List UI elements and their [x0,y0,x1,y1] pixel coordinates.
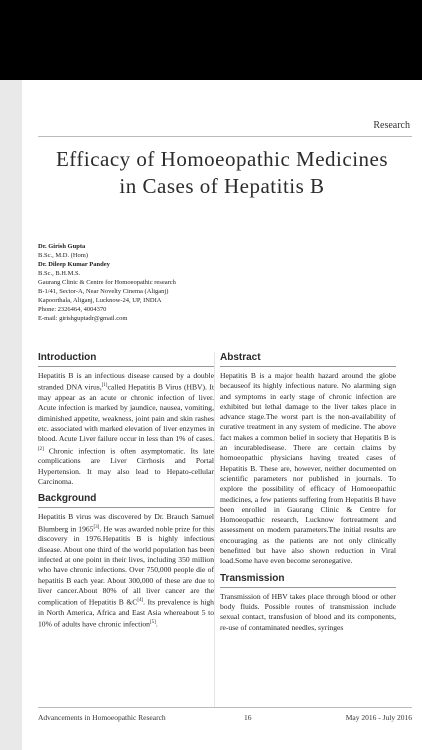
author-phone: Phone: 2326464, 4004370 [38,306,107,313]
footer-issue: May 2016 - July 2016 [345,713,412,722]
column-divider [214,352,215,708]
author-1-degrees: B.Sc., M.D. (Hom) [38,252,89,259]
right-column [220,352,396,639]
ref-1[interactable]: [1] [101,383,108,389]
footer-rule [38,707,412,708]
affiliation-line-3: Kapoorthala, Aliganj, Lucknow-24, UP, INDIA [38,297,162,304]
ref-2[interactable]: [2] [38,446,44,452]
introduction-paragraph: Hepatitis B is an infectious disease caused by a double stranded DNA virus,[1]called Hepatitis B Virus (HBV). It may appear as an acute or chronic infection of liver. Acute infection is marked by jaundice, nausea, vomiting, diminished appetite, weakness, joint pain and skin rashes etc. associated with marked elevation of liver enzymes in blood. Acute Liver failure occur in less than 1% of cases.[2] Chronic infection is often asymptomatic. Its late complications are Liver Cirrhosis and Portal Hypertension. It may also lead to Hepato-cellular Carcinoma. [38,371,214,487]
background-paragraph: Hepatitis B virus was discovered by Dr. Brauch Samuel Blumberg in 1965[3]. He was awarded noble prize for this discovery in 1976.Hepatitis B is highly infectious disease. About one third of the world population has been infected at one point in their lives, including 350 million who have chronic infections. Over 750,000 people die of hepatitis B each year. About 300,000 of these are due to liver cancer.About 80% of all liver cancer are the complication of Hepatitis B &C[4]. Its prevalence is high in North America, Africa and East Asia whereabout 5 to 10% of adults have chronic infection[5]. [38,512,214,629]
transmission-paragraph: Transmission of HBV takes place through blood or other body fluids. Possible routes of transmission include sexual contact, transfusion of blood and its components, re-use of contaminated needles, syringes [220,591,396,632]
author-2-name: Dr. Dileep Kumar Pandey [38,261,110,268]
introduction-heading: Introduction [38,352,214,367]
article-title [22,146,422,200]
left-margin-strip [0,80,22,750]
left-column [38,352,214,636]
article-page [22,80,422,750]
abstract-paragraph: Hepatitis B is a major health hazard around the globe becauseof its highly infectious nature. No alarming sign and symptoms in early stage of chronic infection are exhibited but lethal damage to the liver takes place in advance stage.The worst part is the non-availability of curative treatment in any system of medicine. The above fact makes a common belief in society that Hepatitis B is an incurabledisease. There are certain claims by homoeopathic physicians having treated cases of Hepatitis B. These are, however, neither documented on scientific parameters nor published in journals. To explore the possibility of efficacy of Homoeopathic medicines, a few patients suffering from Hepatitis B have been enrolled in Gaurang Clinic & Centre for Homoeopathic research, Lucknow fortreatment and assessment on modern parameters.The initial results are encouraging as the patients are not only clinically benefitted but have also shown reduction in Viral load.Some have even become seronegative. [220,371,396,566]
section-tag: Research [373,120,410,131]
ref-3[interactable]: [3] [93,524,100,530]
author-email: E-mail: girishguptadr@gmail.com [38,315,128,322]
affiliation-line-1: Gaurang Clinic & Centre for Homoeopathic research [38,279,176,286]
top-black-bar [0,0,422,80]
author-2-degrees: B.Sc., B.H.M.S. [38,270,81,277]
affiliation-line-2: B-1/41, Sector-A, Near Novelty Cinema (Aliganj) [38,288,169,295]
background-heading: Background [38,493,214,508]
title-line-2: in Cases of Hepatitis B [119,174,325,198]
author-block [38,242,398,323]
header-rule [38,136,412,137]
footer-page-number: 16 [244,713,252,722]
ref-4[interactable]: [4] [137,598,144,604]
ref-5[interactable]: [5] [149,620,156,626]
footer-journal: Advancements in Homoeopathic Research [38,713,166,722]
abstract-heading: Abstract [220,352,396,367]
title-line-1: Efficacy of Homoeopathic Medicines [55,147,389,171]
transmission-heading: Transmission [220,573,396,588]
author-1-name: Dr. Girish Gupta [38,243,86,250]
